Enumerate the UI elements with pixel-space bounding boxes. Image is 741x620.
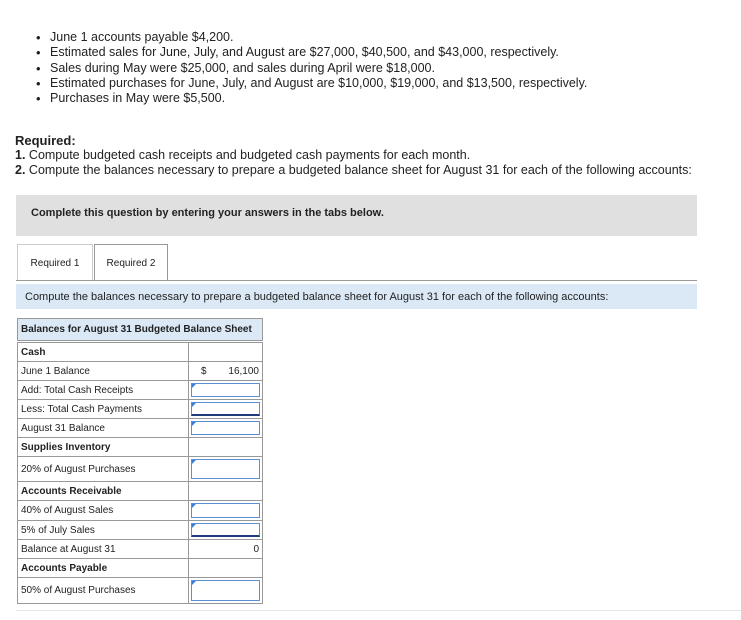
required-item-1 [15,148,470,162]
table-row [18,438,263,457]
tab-instruction-bar [16,284,697,309]
row-label: Accounts Receivable [18,482,189,501]
august-sales-input[interactable] [191,503,260,518]
table-row [18,400,263,419]
bullet-item: • Estimated sales for June, July, and August are $27,000, $40,500, and $43,000, respectively. [36,45,587,60]
bullet-item: • Sales during May were $25,000, and sales during April were $18,000. [36,61,587,76]
table-row [18,381,263,400]
tab-required-1[interactable]: Required 1 [17,244,93,281]
row-label: 20% of August Purchases [18,457,189,482]
august-sales-input-cell [189,501,263,521]
empty-cell [189,343,263,362]
required-item-2 [15,163,692,177]
table-row [18,457,263,482]
row-label: Balance at August 31 [18,540,189,559]
instructions-banner [16,195,697,236]
tab-required-2[interactable]: Required 2 [94,244,168,281]
row-label: Add: Total Cash Receipts [18,381,189,400]
cash-payments-input[interactable] [191,402,260,416]
tab-instruction-text: Compute the balances necessary to prepare a budgeted balance sheet for August 31 for each of the following accounts: [25,291,609,303]
table-row [18,578,263,604]
input-flag-icon [192,524,196,528]
balance-sheet-table [17,318,263,341]
table-row [18,419,263,438]
table-row [18,559,263,578]
july-sales-input-cell [189,521,263,540]
empty-cell [189,438,263,457]
input-flag-icon [192,384,196,388]
august-balance-input[interactable] [191,421,260,435]
balance-rows-table [17,342,263,604]
row-label: 5% of July Sales [18,521,189,540]
supplies-input[interactable] [191,459,260,479]
empty-cell [189,482,263,501]
input-flag-icon [192,460,196,464]
bullet-item: • Estimated purchases for June, July, and August are $10,000, $19,000, and $13,500, respectively. [36,76,587,91]
july-sales-input[interactable] [191,523,260,537]
accounts-payable-input-cell [189,578,263,604]
row-label: Accounts Payable [18,559,189,578]
row-label: August 31 Balance [18,419,189,438]
june-balance-value: 16,100 [228,366,259,377]
table-row [18,521,263,540]
accounts-payable-input[interactable] [191,580,260,601]
row-label: 50% of August Purchases [18,578,189,604]
cash-receipts-input[interactable] [191,383,260,397]
required-item-number: 2. [15,163,26,177]
required-item-number: 1. [15,148,26,162]
cash-receipts-input-cell [189,381,263,400]
input-flag-icon [192,504,196,508]
table-row [18,343,263,362]
required-heading: Required: [15,133,76,148]
table-row [18,540,263,559]
input-flag-icon [192,581,196,585]
input-flag-icon [192,422,196,426]
empty-cell [189,559,263,578]
given-info-list [36,30,587,106]
table-header: Balances for August 31 Budgeted Balance Sheet [18,319,263,341]
currency-symbol: $ [201,366,207,377]
instructions-text: Complete this question by entering your answers in the tabs below. [31,207,384,219]
row-label: June 1 Balance [18,362,189,381]
supplies-input-cell [189,457,263,482]
table-header-row [18,319,263,341]
required-item-text: Compute the balances necessary to prepare a budgeted balance sheet for August 31 for each of the following accounts: [25,163,692,177]
table-row [18,482,263,501]
page-bottom-divider [16,610,741,611]
value-cell [189,362,263,381]
tab-divider [16,280,697,281]
row-label: 40% of August Sales [18,501,189,521]
input-flag-icon [192,403,196,407]
bullet-item: • June 1 accounts payable $4,200. [36,30,587,45]
bullet-item: • Purchases in May were $5,500. [36,91,587,106]
cash-payments-input-cell [189,400,263,419]
ar-balance-cell [189,540,263,559]
required-item-text: Compute budgeted cash receipts and budgeted cash payments for each month. [25,148,471,162]
august-balance-input-cell [189,419,263,438]
table-row [18,501,263,521]
row-label: Supplies Inventory [18,438,189,457]
row-label: Less: Total Cash Payments [18,400,189,419]
ar-balance-value: 0 [253,544,259,555]
table-row [18,362,263,381]
row-label: Cash [18,343,189,362]
